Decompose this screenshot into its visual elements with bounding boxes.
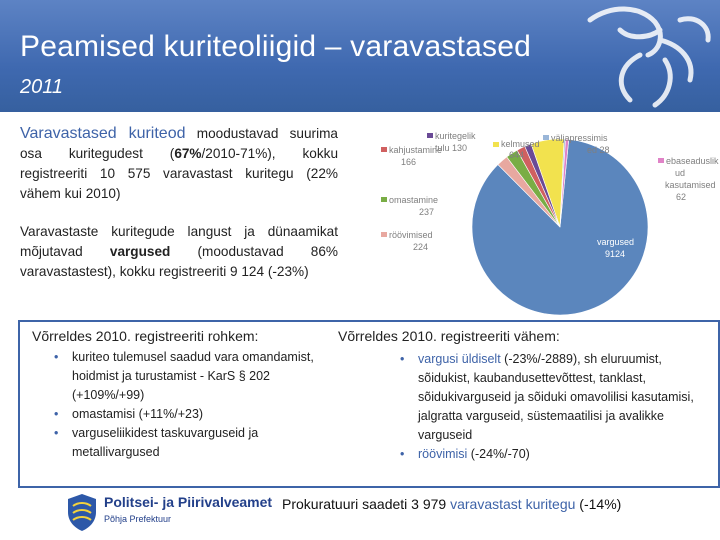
less-registered-panel — [338, 322, 718, 486]
list-item: • kuriteo tulemusel saadud vara omandamist, hoidmist ja turustamist - KarS § 202 (+109%/+99) — [54, 350, 314, 402]
label-vargused-1: vargused — [597, 237, 635, 247]
header-banner — [0, 0, 720, 112]
label-kahju-1: kahjustamine — [389, 145, 443, 155]
label-roov-1: röövimised — [389, 230, 433, 240]
logo-title: Politsei- ja Piirivalveamet — [104, 494, 273, 510]
label-kelmused-1: kelmused — [501, 139, 540, 149]
label-valja-2: ed 28 — [587, 145, 610, 155]
legend-swatch-kuritegelik-tulu — [427, 133, 433, 138]
police-logo — [66, 490, 286, 534]
list-item: • vargusi üldiselt (-23%/-2889), sh eluruumist, sõidukist, kaubandusettevõttest, tanklast, sõidukivarguseid ja sõiduki omavolilisi kasutamisi, jalgratta varguseid, süstemaatilisi ja avalikke varguseid — [400, 352, 694, 442]
label-kelmused-2: 644 — [509, 150, 525, 160]
legend-swatch-omastamine — [381, 197, 387, 202]
legend-swatch-kahjustamine — [381, 147, 387, 152]
more-heading: Võrreldes 2010. registreeriti rohkem: — [32, 328, 259, 344]
dynamics-paragraph — [20, 222, 338, 282]
police-shield-icon — [66, 492, 98, 532]
dyn-text-1: Varavastaste kuritegude langust ja dünaamikat mõjutavad — [20, 224, 338, 259]
page-title: Peamised kuriteoliigid – varavastased — [20, 30, 531, 63]
label-valja-1: väljapressimis — [551, 133, 608, 143]
label-roov-2: 224 — [413, 242, 429, 252]
page-subtitle: 2011 — [20, 76, 64, 98]
dyn-num: 9 124 — [230, 264, 265, 279]
dyn-bold: vargused — [109, 244, 171, 259]
more-list — [50, 348, 335, 462]
label-vargused-2: 9124 — [605, 249, 626, 259]
more-registered-panel — [20, 322, 338, 486]
less-heading: Võrreldes 2010. registreeriti vähem: — [338, 328, 560, 344]
list-item: • omastamisi (+11%/+23) — [54, 407, 204, 421]
dyn-text-2: (moodustavad 86% varavastastest), kokku registreeriti — [20, 244, 339, 279]
label-kahju-2: 166 — [401, 157, 417, 167]
dyn-text-3: (-23%) — [264, 264, 309, 279]
label-eba-1: ebaseaduslik — [666, 156, 719, 166]
less-list — [396, 350, 696, 464]
legend-swatch-valjapressimised — [543, 135, 549, 140]
list-item: • varguseliikidest taskuvarguseid ja metallivargused — [54, 426, 259, 459]
legend-swatch-roovimised — [381, 232, 387, 237]
label-eba-2: ud — [675, 168, 686, 178]
pie-chart — [375, 125, 719, 320]
label-eba-3: kasutamised — [665, 180, 716, 190]
label-omast-2: 237 — [419, 207, 435, 217]
intro-paragraph — [20, 124, 338, 204]
intro-text-1: moodustavad suurima osa kuritegudest ( — [20, 126, 338, 161]
intro-lead: Varavastased kuriteod — [20, 125, 186, 142]
intro-text-2: /2010-71%), kokku registreeriti 10 575 varavastast kuritegu (22% vähem kui 2010) — [20, 146, 338, 201]
label-kuritegelik-2: tulu 130 — [435, 143, 468, 153]
intro-percent: 67% — [174, 146, 202, 161]
lion-emblem-icon — [560, 0, 720, 112]
label-kuritegelik-1: kuritegelik — [435, 131, 476, 141]
label-omast-1: omastamine — [389, 195, 439, 205]
legend-swatch-kelmused — [493, 142, 499, 147]
list-item: • röövimisi (-24%/-70) — [400, 447, 530, 461]
prosecution-summary: Prokuratuuri saadeti 3 979 varavastast kuritegu (-14%) — [282, 496, 622, 512]
legend-swatch-ebaseaduslik — [658, 158, 664, 163]
logo-subtitle: Põhja Prefektuur — [104, 514, 172, 524]
label-eba-4: 62 — [676, 192, 687, 202]
